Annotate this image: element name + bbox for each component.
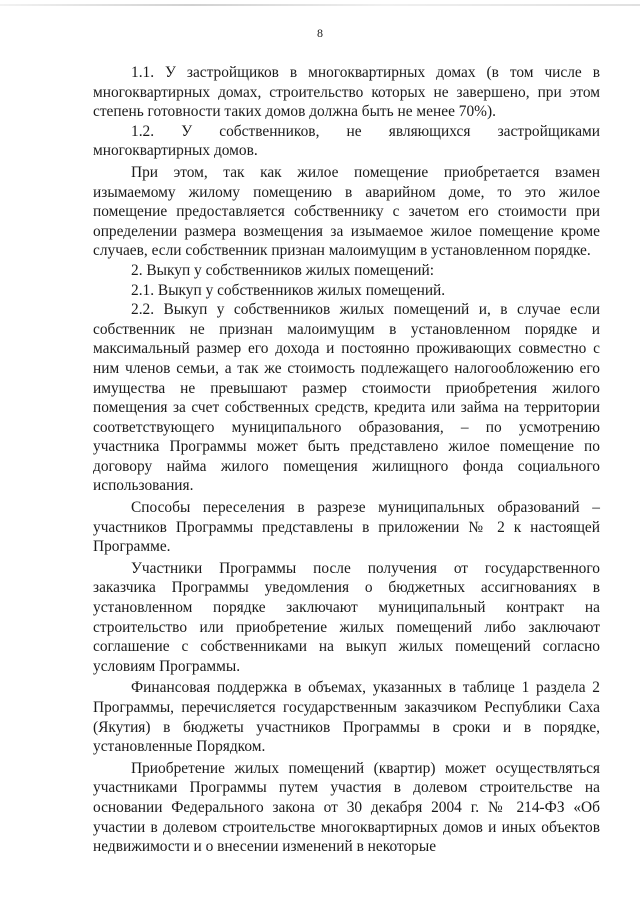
paragraph-1-1: 1.1. У застройщиков в многоквартирных домах (в том числе в многоквартирных домах, строительство которых не завершено, при этом степень готовности таких домов должна быть не менее 70%). — [93, 64, 600, 121]
paragraph-1-2: 1.2. У собственников, не являющихся застройщиками многоквартирных домов. — [93, 122, 600, 160]
paragraph-acquisition: Приобретение жилых помещений (квартир) может осуществляться участниками Программы путем участия в долевом строительстве на основании Федерального закона от 30 декабря 2004 г. № 214-ФЗ «Об участии в долевом строительстве многоквартирных домов и иных объектов недвижимости и о внесении изменений в некоторые — [93, 759, 600, 856]
paragraph-2-1: 2.1. Выкуп у собственников жилых помещений. — [131, 281, 446, 299]
paragraph-2: 2. Выкуп у собственников жилых помещений: — [131, 261, 435, 279]
paragraph-methods: Способы переселения в разрезе муниципальных образований – участников Программы представлены в приложении № 2 к настоящей Программе. — [93, 499, 600, 556]
paragraph-2-2: 2.2. Выкуп у собственников жилых помещений и, в случае если собственник не признан малоимущим в установленном порядке и максимальный размер его дохода и постоянно проживающих совместно с ним членов семьи, а так же стоимость подлежащего налогообложению его имущества не превышают размер стоимости приобретения жилого помещения за счет собственных средств, кредита или займа на территории соответствующего муниципального образования, – по усмотрению участника Программы может быть представлено жилое помещение по договору найма жилого помещения жилищного фонда социального использования. — [93, 301, 600, 495]
document-body — [93, 63, 600, 857]
paragraph-financing: Финансовая поддержка в объемах, указанных в таблице 1 раздела 2 Программы, перечисляется государственным заказчиком Республики Саха (Якутия) в бюджеты участников Программы в сроки и в порядке, установленные Порядком. — [93, 679, 600, 756]
paragraph-note: При этом, так как жилое помещение приобретается взамен изымаемому жилому помещению в аварийном доме, то это жилое помещение предоставляется собственнику с зачетом его стоимости при определении размера возмещения за изымаемое жилое помещение кроме случаев, если собственник признан малоимущим в установленном порядке. — [93, 163, 600, 260]
scan-edge-artifact — [0, 4, 640, 6]
paragraph-participants: Участники Программы после получения от государственного заказчика Программы уведомления о бюджетных ассигнованиях в установленном порядке заключают муниципальный контракт на строительство или приобретение жилых помещений либо заключают соглашение с собственниками на выкуп жилых помещений согласно условиям Программы. — [93, 559, 600, 675]
page-number: 8 — [317, 26, 323, 40]
